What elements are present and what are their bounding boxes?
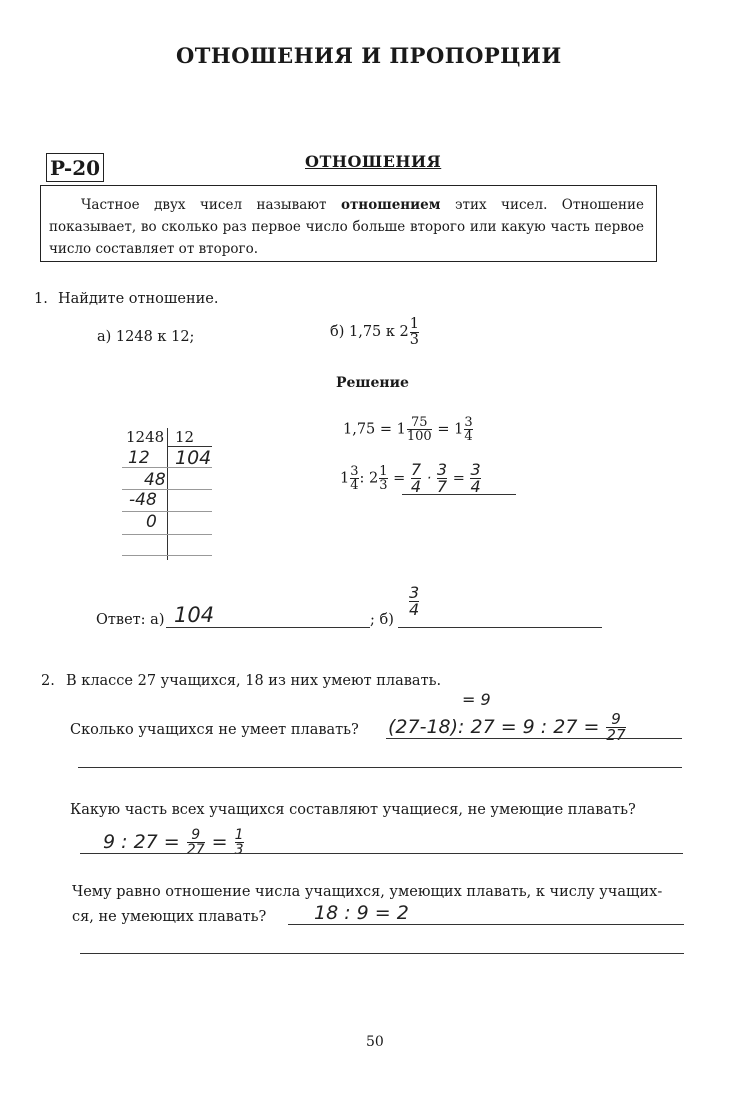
task1-b-label <box>330 317 420 347</box>
fraction-numerator: 1 <box>409 316 420 332</box>
fraction-numerator: 1 <box>234 827 244 843</box>
answer-line <box>78 767 682 768</box>
fraction-denominator: 4 <box>409 600 420 619</box>
division-step: 12 <box>128 448 150 468</box>
answer-b-value <box>408 585 420 618</box>
division-step: 48 <box>144 470 166 490</box>
fraction <box>470 462 480 495</box>
answer-line <box>386 738 682 739</box>
fraction-denominator: 7 <box>436 477 448 496</box>
answer-line <box>166 627 370 628</box>
task1-b-text: б) 1,75 к 2 <box>330 324 409 340</box>
fraction-numerator: 75 <box>411 415 428 430</box>
answer-line <box>398 627 602 628</box>
fraction <box>411 462 421 495</box>
division-vertical-line <box>167 428 168 560</box>
conversion-eq: = 1 <box>437 421 464 438</box>
page-number: 50 <box>366 1034 384 1050</box>
fraction <box>407 416 432 443</box>
section-label: P-20 <box>46 153 104 182</box>
conversion-lhs: 1,75 = 1 <box>343 421 406 438</box>
ratio-op: : 2 <box>359 470 379 487</box>
division-quotient: 104 <box>175 447 212 469</box>
fraction-numerator: 1 <box>379 464 388 479</box>
fraction <box>464 416 472 443</box>
ratio-dot: · <box>426 470 432 487</box>
task2-answer-1-annotation: = 9 <box>462 690 491 709</box>
definition-box <box>40 185 657 262</box>
division-step: -48 <box>129 490 157 510</box>
task1-prompt: Найдите отношение. <box>58 291 219 307</box>
answer-expression: 9 : 27 = <box>103 831 180 853</box>
fraction-denominator: 4 <box>350 478 359 493</box>
answer-line <box>80 853 683 854</box>
division-divisor: 12 <box>175 428 195 446</box>
definition-text-1: Частное двух чисел называют <box>81 197 341 213</box>
task2-prompt: В классе 27 учащихся, 18 из них умеют плавать. <box>66 673 442 689</box>
fraction-denominator: 4 <box>470 477 481 496</box>
answer-line <box>80 953 684 954</box>
task2-answer-3: 18 : 9 = 2 <box>314 902 409 924</box>
task2-number: 2. <box>41 673 55 689</box>
division-dividend: 1248 <box>126 428 165 446</box>
fraction-denominator: 100 <box>406 429 432 444</box>
fraction-numerator: 9 <box>191 827 201 843</box>
fraction-numerator: 3 <box>436 460 448 479</box>
fraction-denominator: 4 <box>410 477 422 496</box>
grid-line <box>122 534 212 535</box>
division-step: 0 <box>146 512 157 532</box>
task2-question-1: Сколько учащихся не умеет плавать? <box>70 722 359 738</box>
fraction-numerator: 3 <box>350 464 359 479</box>
answer-line <box>288 924 684 925</box>
answer-line <box>402 494 516 495</box>
grid-line <box>122 511 212 512</box>
fraction-numerator: 3 <box>464 415 473 430</box>
fraction-denominator: 4 <box>464 429 473 444</box>
fraction <box>350 465 358 492</box>
grid-line <box>122 555 212 556</box>
ratio-eq: = <box>393 470 406 487</box>
fraction-denominator: 3 <box>379 478 388 493</box>
answer-eq: = <box>211 831 228 853</box>
answer-label: Ответ: а) <box>96 612 165 628</box>
fraction-numerator: 3 <box>409 583 420 602</box>
answer-b-label: ; б) <box>370 612 394 628</box>
conversion-expression <box>343 416 474 443</box>
definition-text-2: этих чисел. Отношение показывает, во сколько раз первое число больше второго или какую часть первое число составляет от второго. <box>49 197 644 257</box>
task1-number: 1. <box>34 291 48 307</box>
answer-a-value: 104 <box>174 603 215 627</box>
ratio-m1: 1 <box>340 470 350 487</box>
task2-question-2: Какую часть всех учащихся составляют учащиеся, не умеющие плавать? <box>70 802 636 818</box>
fraction <box>409 585 419 618</box>
fraction <box>379 465 387 492</box>
fraction-numerator: 7 <box>410 460 422 479</box>
answer-expression: : 27 = 9 : 27 = <box>458 716 600 738</box>
fraction <box>437 462 447 495</box>
fraction-denominator: 27 <box>186 842 205 858</box>
section-title: ОТНОШЕНИЯ <box>305 152 442 171</box>
fraction-numerator: 3 <box>470 460 481 479</box>
fraction-denominator: 27 <box>606 726 626 744</box>
fraction-numerator: 9 <box>611 710 621 728</box>
task1-a-label: а) 1248 к 12; <box>97 329 195 345</box>
page-title: ОТНОШЕНИЯ И ПРОПОРЦИИ <box>176 43 562 68</box>
fraction-denominator: 3 <box>234 842 244 858</box>
task1-b-fraction <box>410 317 419 347</box>
task2-question-3-line-1: Чему равно отношение числа учащихся, умеющих плавать, к числу учащих- <box>72 884 663 900</box>
solution-heading: Решение <box>336 375 409 391</box>
definition-term: отношением <box>340 197 441 213</box>
task2-question-3-line-2: ся, не умеющих плавать? <box>72 909 267 925</box>
answer-expression: (27-18) <box>388 716 459 738</box>
ratio-expression <box>340 462 482 495</box>
ratio-eq: = <box>452 470 465 487</box>
fraction-denominator: 3 <box>409 331 420 348</box>
